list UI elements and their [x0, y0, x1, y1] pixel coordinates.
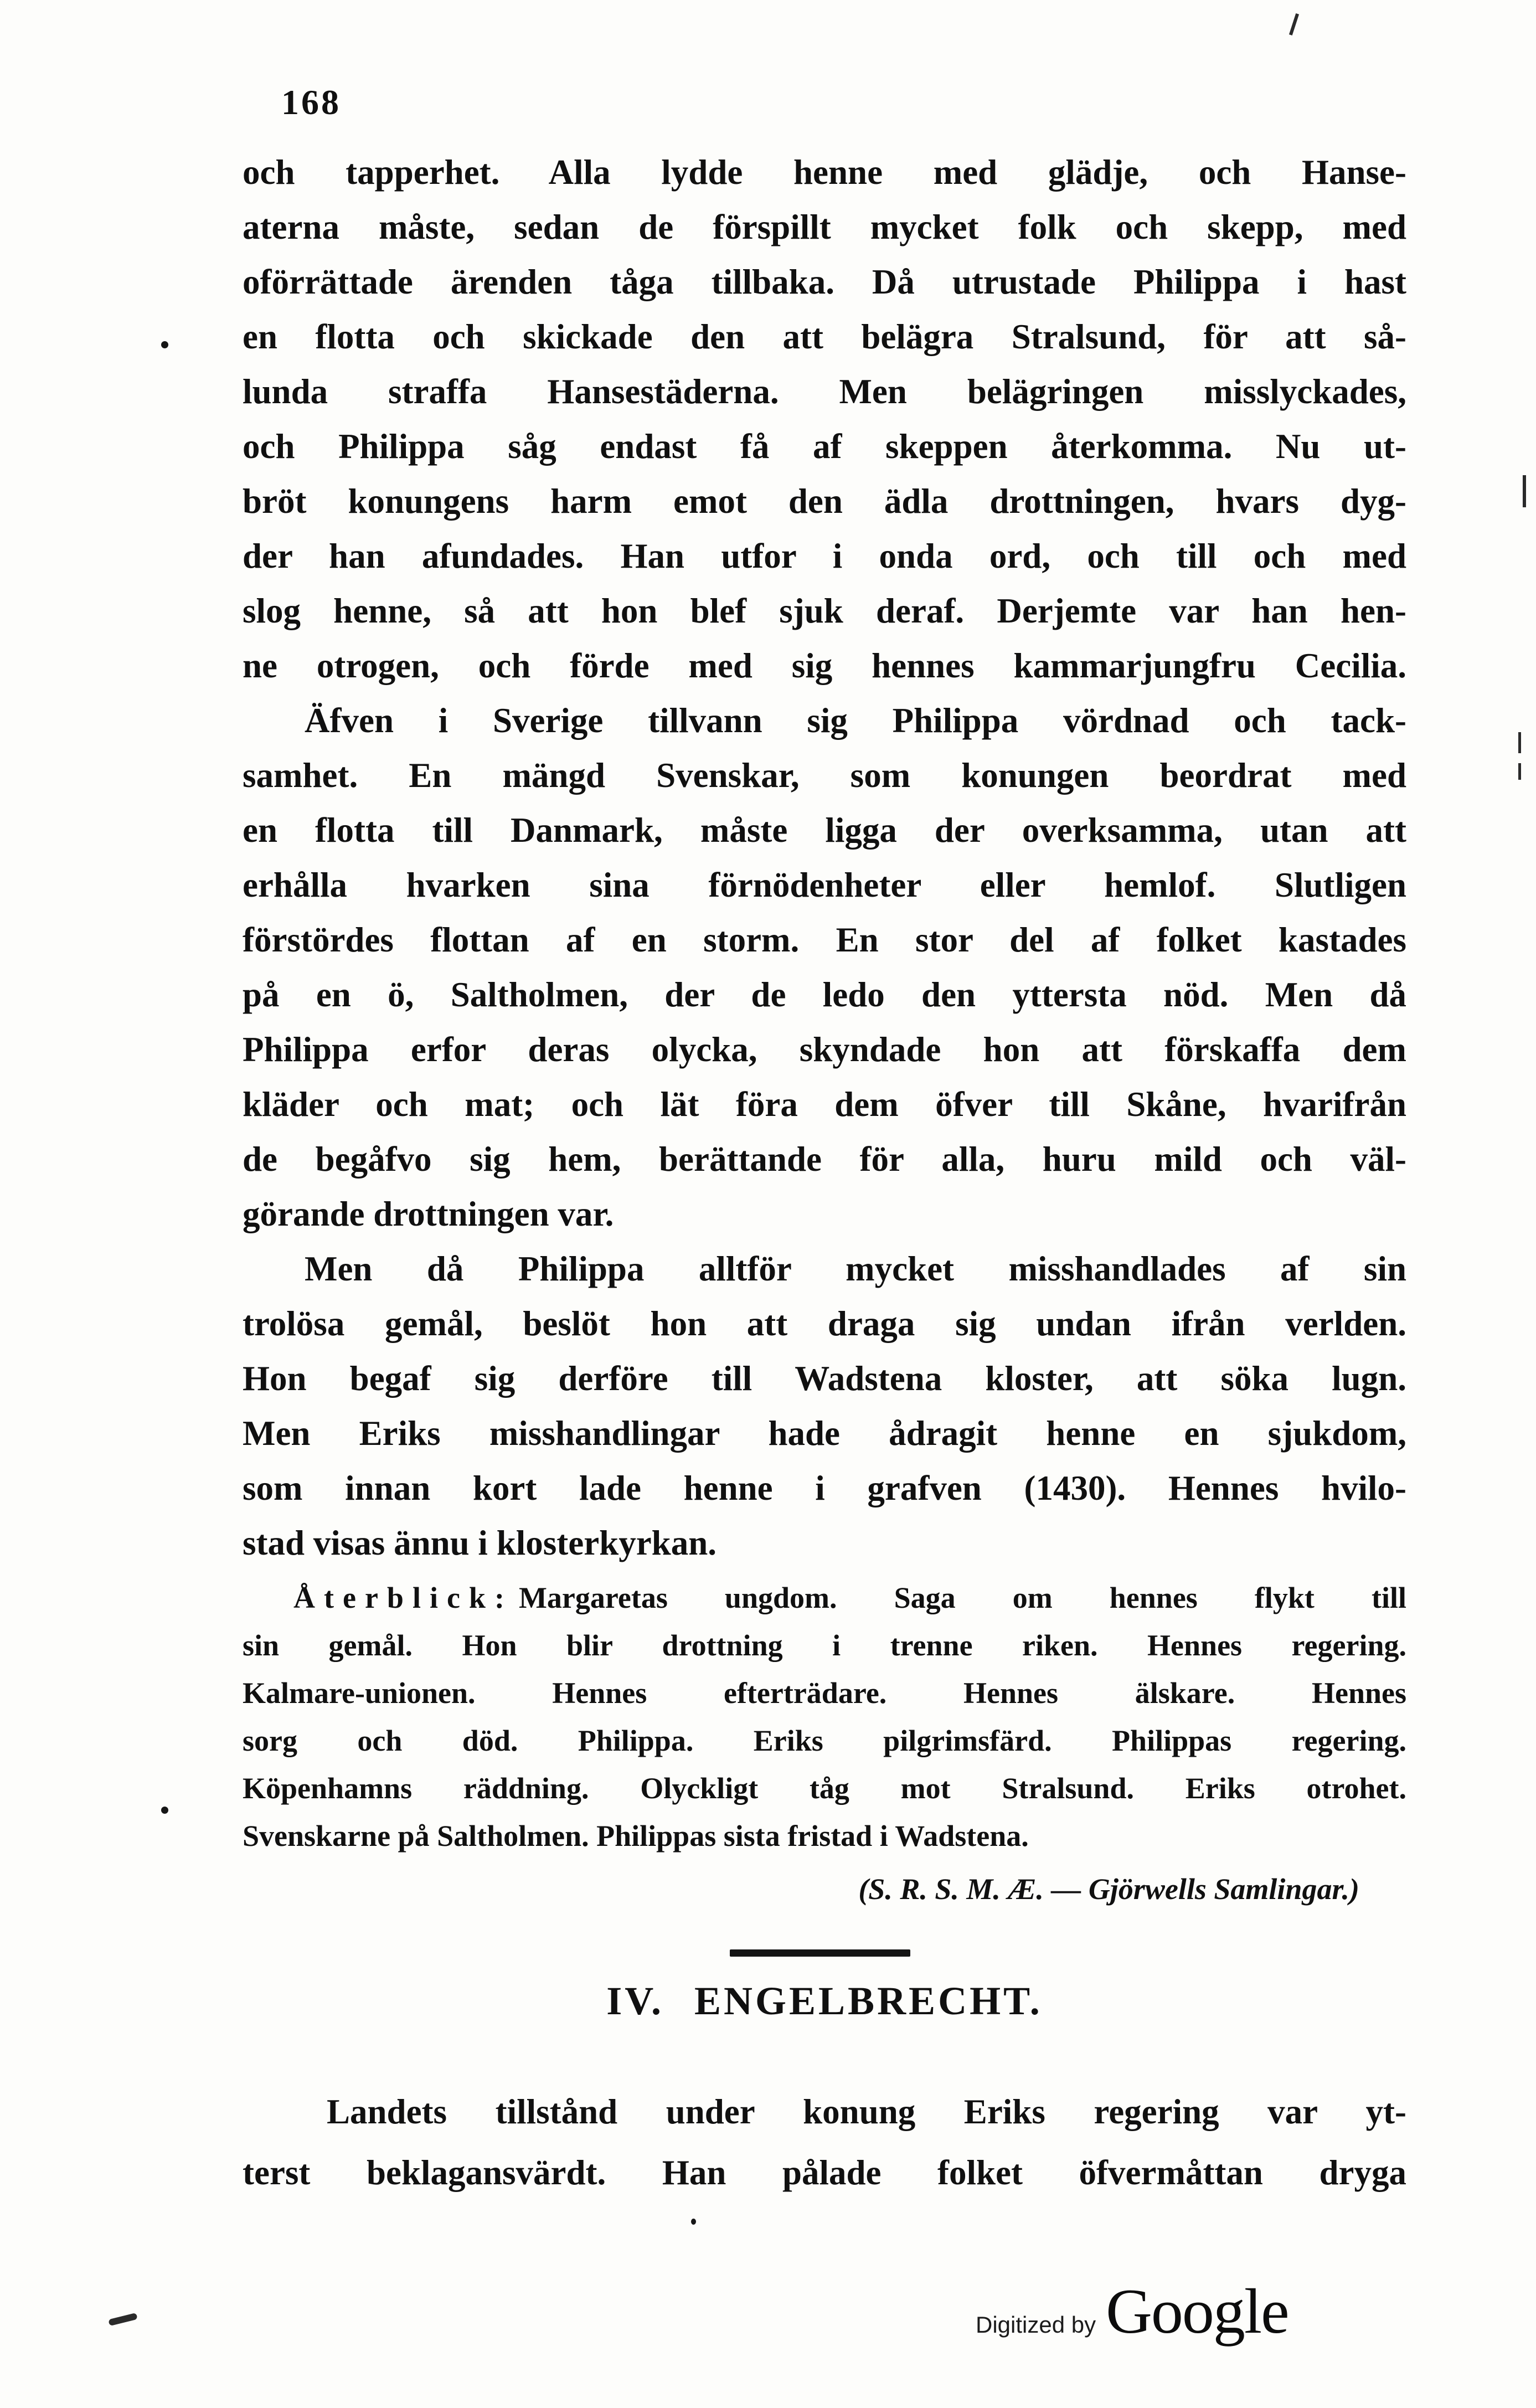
section-title: ENGELBRECHT. — [694, 1979, 1043, 2023]
text-line: och Philippa såg endast få af skeppen återkomma. Nu ut- — [243, 427, 1406, 466]
edge-scratch — [1523, 475, 1526, 507]
retrospect-first-line: Margaretas ungdom. Saga om hennes flykt till — [518, 1581, 1406, 1614]
text-line: slog henne, så att hon blef sjuk deraf. Derjemte var han hen- — [243, 591, 1406, 630]
ink-speck — [691, 2219, 696, 2225]
text-line: de begåfvo sig hem, berättande för alla, huru mild och väl- — [243, 1140, 1406, 1179]
body-text — [243, 145, 1406, 1571]
digitization-credit — [976, 2275, 1288, 2349]
text-line: på en ö, Saltholmen, der de ledo den yttersta nöd. Men då — [243, 975, 1406, 1014]
text-line: en flotta till Danmark, måste ligga der overksamma, utan att — [243, 811, 1406, 850]
stray-squiggle — [108, 2313, 137, 2326]
text-line: stad visas ännu i klosterkyrkan. — [243, 1524, 717, 1562]
section-opening-paragraph — [243, 2081, 1406, 2203]
margin-dot — [161, 341, 168, 348]
page-number: 168 — [281, 83, 341, 122]
text-line: Landets tillstånd under konung Eriks regering var yt- — [327, 2092, 1406, 2131]
text-line: Hon begaf sig derföre till Wadstena kloster, att söka lugn. — [243, 1359, 1406, 1398]
text-line: der han afundades. Han utfor i onda ord, och till och med — [243, 537, 1406, 575]
retrospect-paragraph — [243, 1574, 1406, 1860]
text-line: en flotta och skickade den att belägra Stralsund, för att så- — [243, 317, 1406, 356]
text-line: Köpenhamns räddning. Olyckligt tåg mot Stralsund. Eriks otrohet. — [243, 1772, 1406, 1805]
text-line: sin gemål. Hon blir drottning i trenne riken. Hennes regering. — [243, 1629, 1406, 1662]
text-line: och tapperhet. Alla lydde henne med glädje, och Hanse- — [243, 153, 1406, 192]
text-line: oförrättade ärenden tåga tillbaka. Då utrustade Philippa i hast — [243, 263, 1406, 301]
text-line: erhålla hvarken sina förnödenheter eller hemlof. Slutligen — [243, 866, 1406, 904]
text-line: som innan kort lade henne i grafven (1430). Hennes hvilo- — [243, 1469, 1406, 1507]
edge-scratch — [1518, 763, 1521, 780]
text-line: aterna måste, sedan de förspillt mycket folk och skepp, med — [243, 208, 1406, 246]
text-line: bröt konungens harm emot den ädla drottningen, hvars dyg- — [243, 482, 1406, 521]
text-line: Men då Philippa alltför mycket misshandlades af sin — [305, 1249, 1406, 1288]
text-line: terst beklagansvärdt. Han pålade folket öfvermåttan dryga — [243, 2153, 1406, 2192]
source-citation: (S. R. S. M. Æ. — Gjörwells Samlingar.) — [858, 1872, 1359, 1906]
text-line: Kalmare-unionen. Hennes efterträdare. Hennes älskare. Hennes — [243, 1676, 1406, 1710]
retrospect-lead-word: Återblick: — [293, 1581, 513, 1614]
text-line: Philippa erfor deras olycka, skyndade hon att förskaffa dem — [243, 1030, 1406, 1069]
text-line: lunda straffa Hansestäderna. Men belägringen misslyckades, — [243, 372, 1406, 411]
text-line: Äfven i Sverige tillvann sig Philippa vördnad och tack- — [305, 701, 1406, 740]
text-line: kläder och mat; och lät föra dem öfver till Skåne, hvarifrån — [243, 1085, 1406, 1124]
text-line: görande drottningen var. — [243, 1195, 614, 1233]
section-numeral: IV. — [606, 1979, 664, 2023]
google-logo: Google — [1106, 2276, 1288, 2347]
text-line — [243, 1574, 1406, 1622]
section-divider-rule — [730, 1949, 910, 1957]
text-line: trolösa gemål, beslöt hon att draga sig undan ifrån verlden. — [243, 1304, 1406, 1343]
margin-dot — [161, 1807, 168, 1814]
text-line: Men Eriks misshandlingar hade ådragit henne en sjukdom, — [243, 1414, 1406, 1453]
text-line: förstördes flottan af en storm. En stor del af folket kastades — [243, 920, 1406, 959]
edge-scratch — [1518, 732, 1521, 753]
text-line: Svenskarne på Saltholmen. Philippas sista fristad i Wadstena. — [243, 1819, 1029, 1853]
section-heading — [243, 1978, 1406, 2024]
stray-stroke — [1289, 13, 1299, 35]
text-line: sorg och död. Philippa. Eriks pilgrimsfärd. Philippas regering. — [243, 1724, 1406, 1757]
digitized-by-label: Digitized by — [976, 2312, 1096, 2338]
text-line: samhet. En mängd Svenskar, som konungen beordrat med — [243, 756, 1406, 795]
text-line: ne otrogen, och förde med sig hennes kammarjungfru Cecilia. — [243, 646, 1406, 685]
